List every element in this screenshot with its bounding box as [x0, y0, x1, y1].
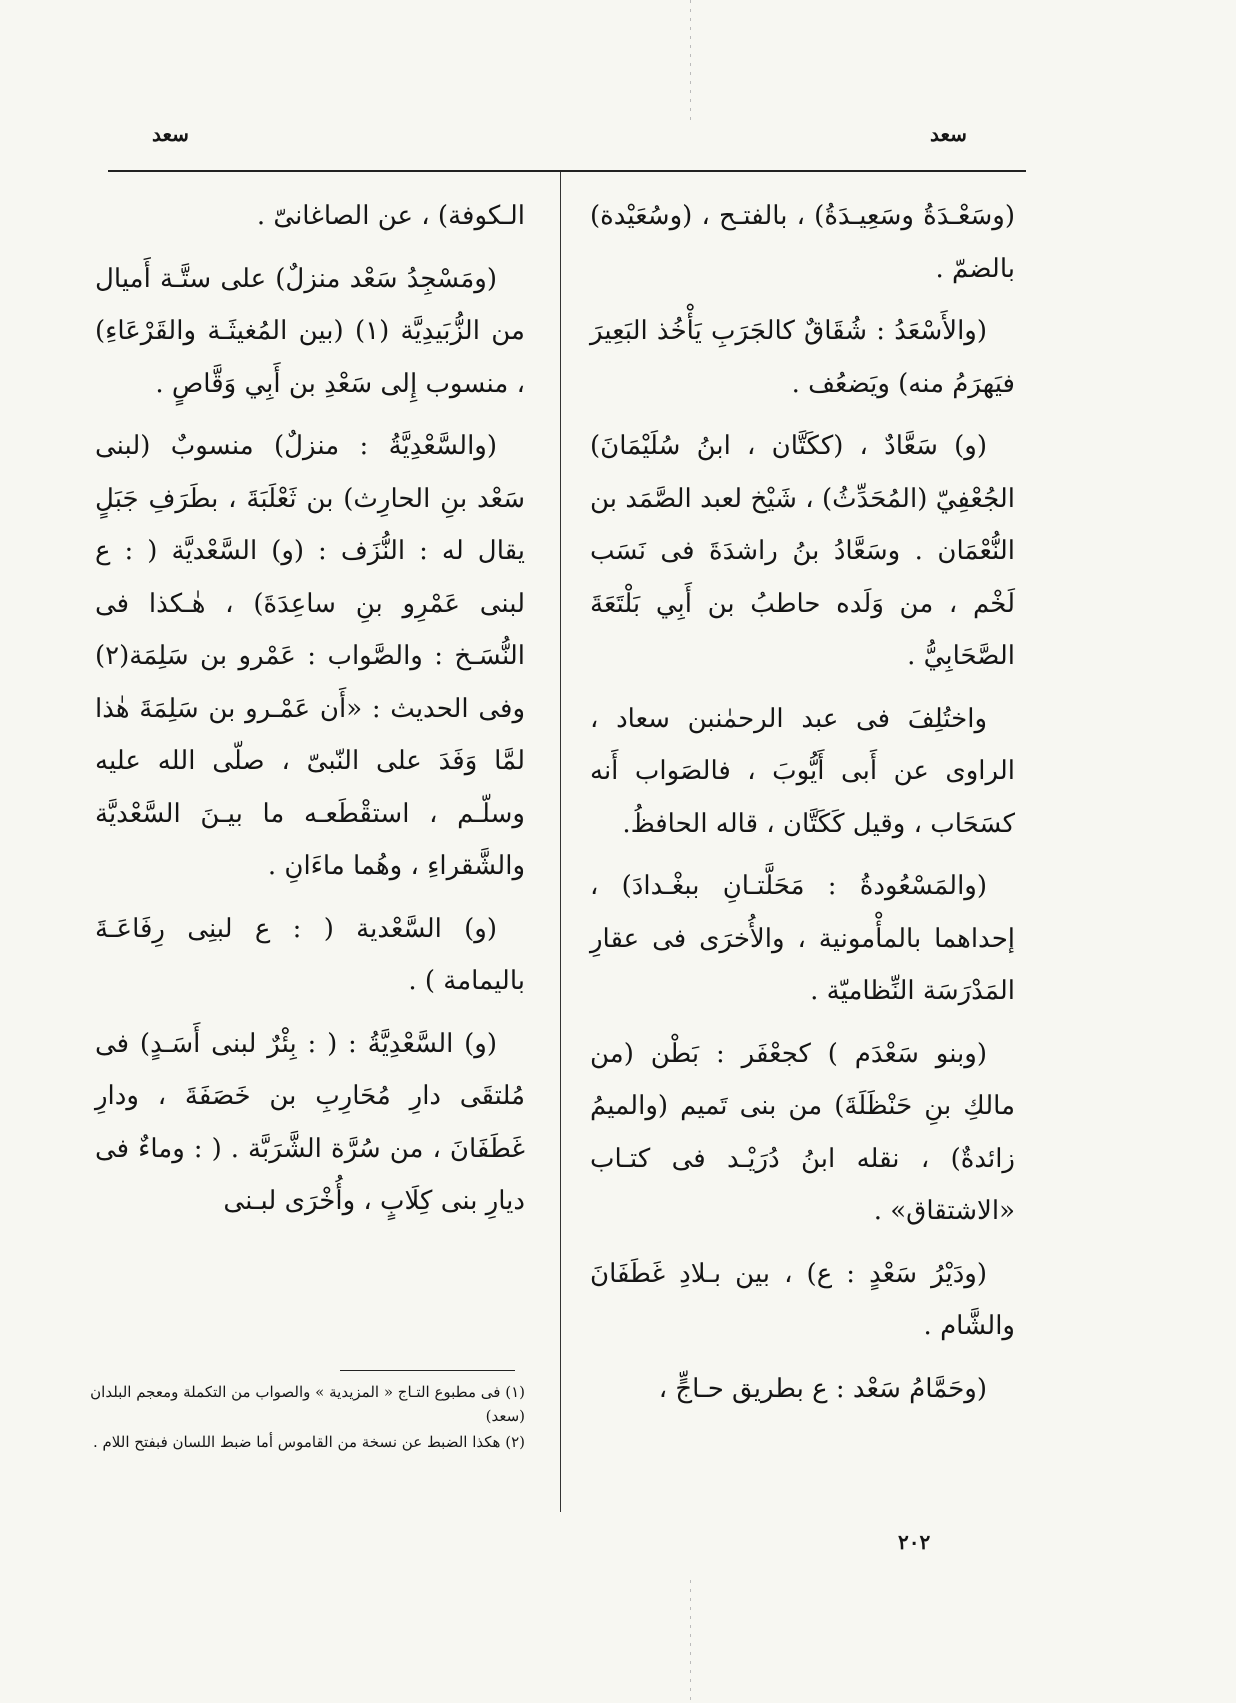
entry-paragraph: (وحَمَّامُ سَعْد : ع بطريق حـاجٍّ ،	[658, 1373, 987, 1404]
entry-paragraph: (و) سَعَّادٌ ، (ككَتَّان ، ابنُ سُلَيْمَانَ) الجُعْفِيّ (المُحَدِّثُ) ، شَيْخ لعبد الصَّمَد بن النُّعْمَان . وسَعَّادُ بنُ راشدَةَ فى نَسَب لَخْم ، من وَلَده حاطبُ بن أَبِي بَلْتَعَةَ الصَّحَابِيُّ .	[590, 431, 1015, 671]
right-column	[590, 190, 1015, 1425]
footnote-rule	[340, 1370, 515, 1371]
scan-mark	[690, 1580, 691, 1700]
running-head-right: سعد	[930, 122, 967, 146]
footnote: (١) فى مطبوع التـاج « المزيدية » والصواب من التكملة ومعجم البلدان (سعد)	[90, 1383, 525, 1425]
page-number: ٢٠٢	[898, 1530, 931, 1554]
entry-paragraph: (و) السَّعْدية ( : ع لبنِى رِفَاعَـةَ باليمامة ) .	[95, 913, 525, 996]
header-rule	[108, 170, 1026, 172]
entry-paragraph: (وسَعْـدَةُ وسَعِيـدَةُ) ، بالفتـح ، (وسُعَيْدة) بالضمّ .	[590, 201, 1015, 284]
column-divider	[560, 172, 561, 1512]
footnotes	[90, 1380, 525, 1456]
left-column	[95, 190, 525, 1238]
entry-paragraph: (ومَسْجِدُ سَعْد منزلٌ) على ستَّـة أَميال من الزُّبَيدِيَّة (١) (بين المُغيثَـة والقَرْعَاءِ) ، منسوب إِلى سَعْدِ بن أَبِي وَقَّاصٍ .	[95, 263, 525, 399]
entry-paragraph: (والأَسْعَدُ : شُقَاقٌ كالجَرَبِ يَأْخُذ البَعِيرَ فيَهرَمُ منه) ويَضعُف .	[590, 316, 1015, 399]
running-head-left: سعد	[152, 122, 189, 146]
entry-paragraph: (وبنو سَعْدَم ) كجعْفَر : بَطْن (من مالكِ بنِ حَنْظَلَةَ) من بنى تَميم (والميمُ زائدةٌ) ، نقله ابنُ دُرَيْـد فى كتـاب «الاشتقاق» .	[590, 1038, 1015, 1226]
entry-paragraph: (والسَّعْدِيَّةُ : منزلٌ) منسوبٌ (لبنى سَعْد بنِ الحارِث) بن ثَعْلَبَةَ ، بطَرَفِ جَبَلٍ يقال له : النُّزَف : (و) السَّعْديَّة ( : ع لبنى عَمْرِو بنِ ساعِدَةَ) ، هٰـكذا فى النُّسَـخ : والصَّواب : عَمْرو بن سَلِمَة(٢) وفى الحديث : «أَن عَمْـرو بن سَلِمَةَ هٰذا لمَّا وَفَدَ على النّبىّ ، صلّى الله عليه وسلّـم ، استقْطَعـه ما بيـنَ السَّعْديَّة والشَّقراءِ ، وهُما ماءَانِ .	[95, 431, 525, 881]
entry-paragraph: الـكوفة) ، عن الصاغانىّ .	[256, 201, 525, 231]
scan-mark	[690, 0, 691, 120]
footnote: (٢) هكذا الضبط عن نسخة من القاموس أما ضبط اللسان فبفتح اللام .	[92, 1433, 525, 1451]
entry-paragraph: (ودَيْرُ سَعْدٍ : ع) ، بين بـلادِ غَطَفَانَ والشَّام .	[590, 1258, 1015, 1341]
entry-paragraph: (و) السَّعْدِيَّةُ : ( : بِئْرٌ لبنى أَسَـدٍ) فى مُلتقَى دارِ مُحَارِبِ بن خَصَفَةَ ، ودارِ غَطَفَانَ ، من سُرَّة الشَّرَبَّة . ( : وماءٌ فى ديارِ بنى كِلَابٍ ، وأُخْرَى لبـنى	[95, 1028, 525, 1216]
entry-paragraph: (والمَسْعُودةُ : مَحَلَّتـانِ ببغْـدادَ) ، إحداهما بالمأْمونية ، والأُخرَى فى عقارِ المَدْرَسَة النِّظاميّة .	[590, 871, 1015, 1006]
entry-paragraph: واختُلِفَ فى عبد الرحمٰنبن سعاد ، الراوى عن أَبى أَيُّوبَ ، فالصَواب أَنه كسَحَاب ، وقيل كَكَتَّان ، قاله الحافظُ.	[590, 703, 1015, 839]
